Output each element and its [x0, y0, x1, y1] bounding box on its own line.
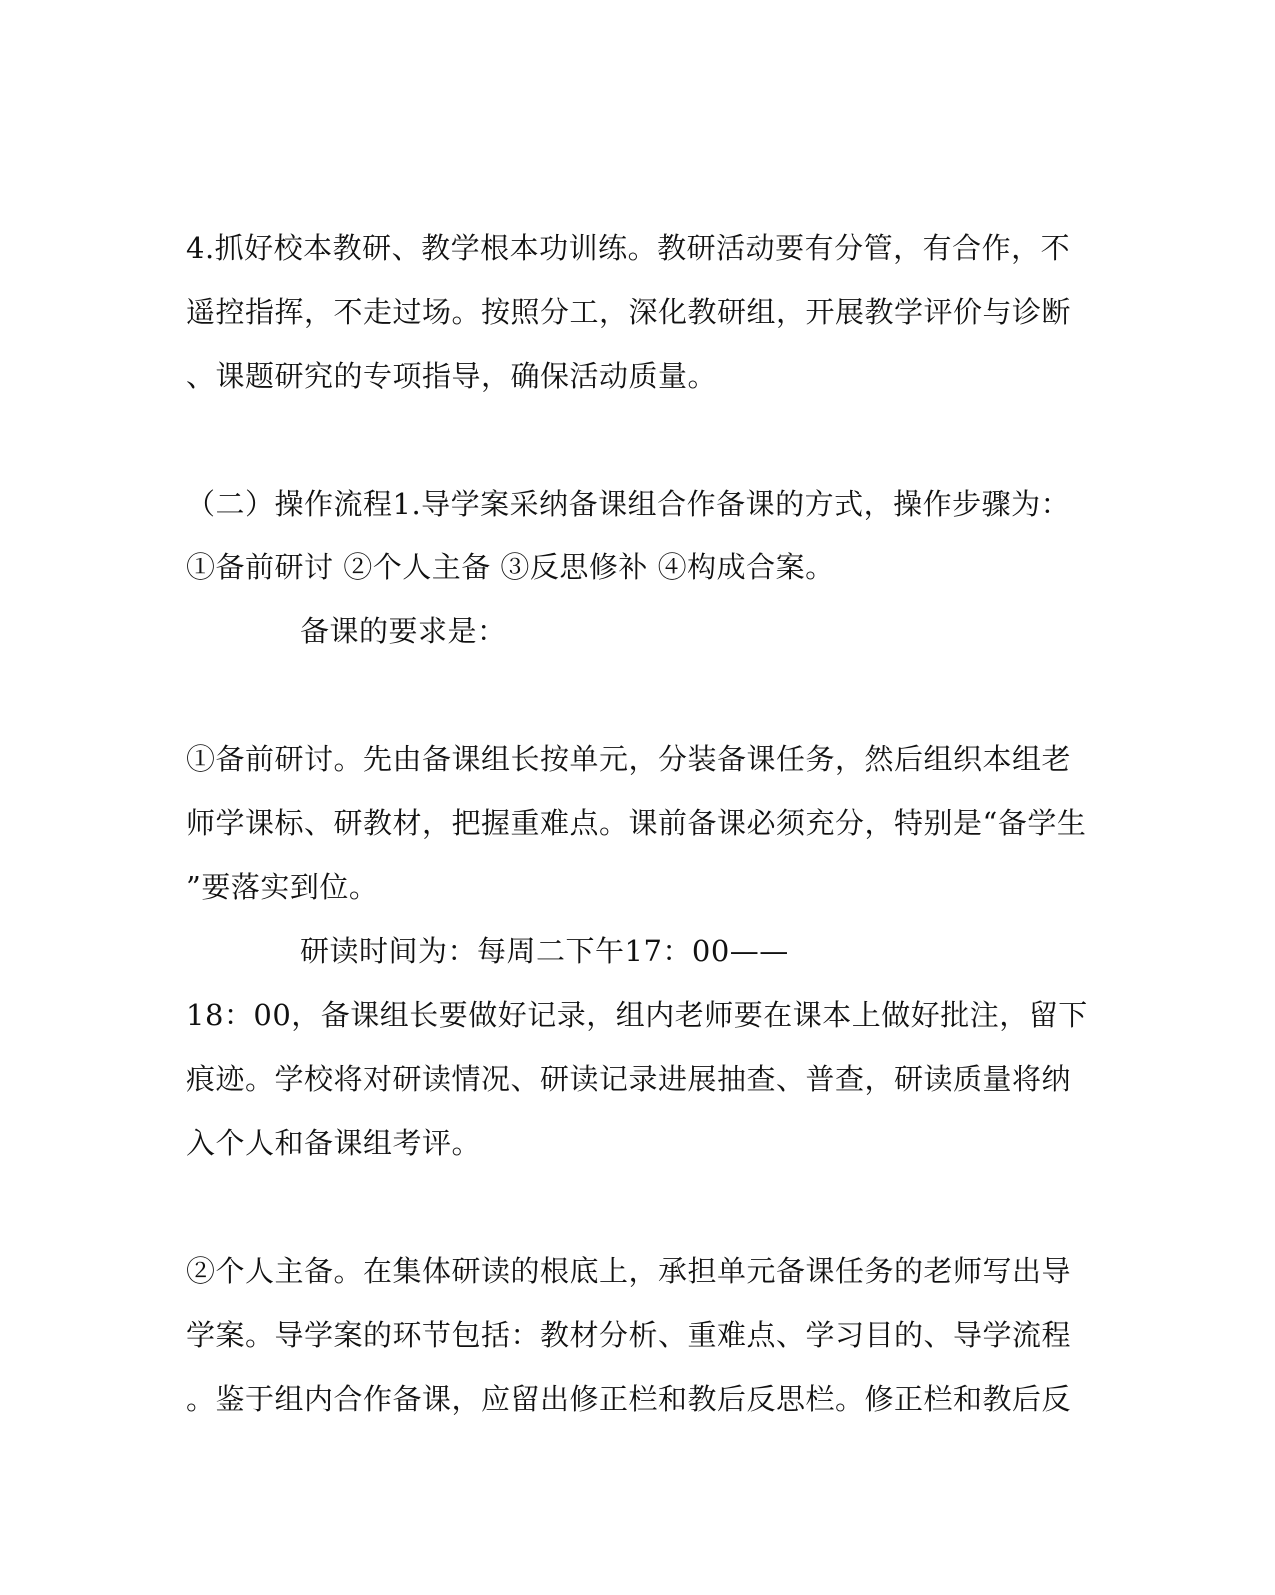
text-line: （二）操作流程1.导学案采纳备课组合作备课的方式，操作步骤为： [186, 487, 1071, 521]
text-line: 入个人和备课组考评。 [186, 1126, 482, 1160]
text-line: 4.抓好校本教研、教学根本功训练。教研活动要有分管，有合作，不 [186, 231, 1071, 265]
text-line: ②个人主备。在集体研读的根底上，承担单元备课任务的老师写出导 [186, 1254, 1072, 1288]
text-line: 师学课标、研教材，把握重难点。课前备课必须充分，特别是“备学生 [186, 806, 1087, 840]
text-line: 痕迹。学校将对研读情况、研读记录进展抽查、普查，研读质量将纳 [186, 1062, 1072, 1096]
text-line: ①备前研讨。先由备课组长按单元，分装备课任务，然后组织本组老 [186, 742, 1072, 776]
text-line: ”要落实到位。 [186, 870, 379, 904]
text-line: 研读时间为：每周二下午17：00—— [300, 934, 789, 968]
text-line: 备课的要求是： [300, 614, 507, 648]
text-line: 学案。导学案的环节包括：教材分析、重难点、学习目的、导学流程 [186, 1318, 1072, 1352]
text-line: 。鉴于组内合作备课，应留出修正栏和教后反思栏。修正栏和教后反 [186, 1382, 1072, 1416]
text-line: 、课题研究的专项指导，确保活动质量。 [186, 359, 718, 393]
text-line: 18：00，备课组长要做好记录，组内老师要在课本上做好批注，留下 [186, 998, 1088, 1032]
text-line: ①备前研讨 ②个人主备 ③反思修补 ④构成合案。 [186, 550, 835, 584]
text-line: 遥控指挥，不走过场。按照分工，深化教研组，开展教学评价与诊断 [186, 295, 1072, 329]
